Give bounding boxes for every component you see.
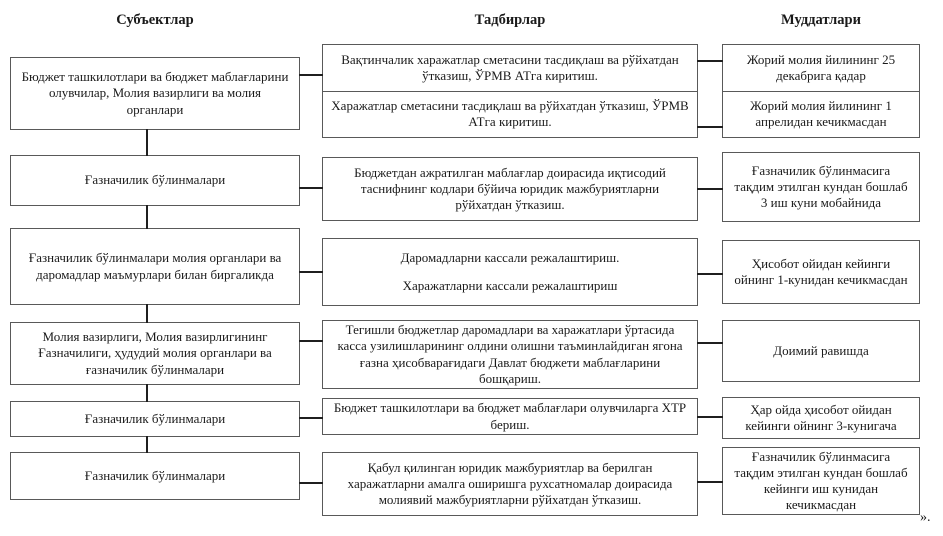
connector-activity-deadline-5 <box>697 416 723 418</box>
activity-cell-1a: Вақтинчалик харажатлар сметасини тасдиқлаш ва рўйхатдан ўтказиш, ЎРМВ АТга киритиш. <box>341 51 679 83</box>
activity-cell-1b: Харажатлар сметасини тасдиқлаш ва рўйхатдан ўтказиш, ЎРМВ АТга киритиш. <box>323 91 697 138</box>
activity-box-2: Бюджетдан ажратилган маблағлар доирасида иқтисодий таснифнинг кодлари бўйича юридик мажбуриятларни рўйхатдан ўтказиш. <box>322 157 698 221</box>
connector-subject-3-4 <box>146 304 148 323</box>
activity-box-3 <box>322 238 698 306</box>
connector-activity-deadline-3 <box>697 273 723 275</box>
connector-activity-deadline-6 <box>697 481 723 483</box>
connector-activity-deadline-2 <box>697 188 723 190</box>
activity-box-1 <box>322 44 698 138</box>
connector-subject-activity-6 <box>299 482 323 484</box>
closing-quote-mark: ». <box>920 510 931 525</box>
connector-subject-2-3 <box>146 205 148 229</box>
activity-para-3a: Даромадларни кассали режалаштириш. <box>400 250 620 266</box>
subject-box-5: Ғазначилик бўлинмалари <box>10 401 300 437</box>
column-header-deadlines: Муддатлари <box>781 12 861 28</box>
connector-activity-deadline-4 <box>697 342 723 344</box>
activity-box-6: Қабул қилинган юридик мажбуриятлар ва берилган харажатларни амалга оширишга рухсатномалар доирасида молиявий мажбуриятларни рўйхатдан ўтказиш. <box>322 452 698 516</box>
connector-activity-deadline-1b <box>697 126 723 128</box>
subject-box-4: Молия вазирлиги, Молия вазирлигининг Ғазначилиги, ҳудудий молия органлари ва ғазначилик бўлинмалари <box>10 322 300 385</box>
activity-box-4: Тегишли бюджетлар даромадлари ва харажатлари ўртасида касса узилишларининг олдини олишни таъминлайдиган ягона ғазна ҳисобварағидаги Давлат бюджети маблағларини бошқариш. <box>322 320 698 389</box>
connector-subject-activity-4 <box>299 340 323 342</box>
deadline-cell-1a: Жорий молия йилининг 25 декабрига қадар <box>746 51 896 83</box>
deadline-box-1 <box>722 44 920 138</box>
subject-box-6: Ғазначилик бўлинмалари <box>10 452 300 500</box>
deadline-cell-1b: Жорий молия йилининг 1 апрелидан кечикмасдан <box>723 91 919 138</box>
column-header-subjects: Субъектлар <box>116 12 194 28</box>
connector-subject-activity-3 <box>299 271 323 273</box>
deadline-box-6: Ғазначилик бўлинмасига тақдим этилган кундан бошлаб кейинги иш кунидан кечикмасдан <box>722 447 920 515</box>
subject-box-2: Ғазначилик бўлинмалари <box>10 155 300 206</box>
column-header-activities: Тадбирлар <box>474 12 546 28</box>
subject-box-1: Бюджет ташкилотлари ва бюджет маблағларини олувчилар, Молия вазирлиги ва молия органлари <box>10 57 300 130</box>
connector-subject-1-2 <box>146 129 148 156</box>
connector-activity-deadline-1a <box>697 60 723 62</box>
connector-subject-activity-5 <box>299 417 323 419</box>
deadline-box-2: Ғазначилик бўлинмасига тақдим этилган кундан бошлаб 3 иш куни мобайнида <box>722 152 920 222</box>
activity-para-3b: Харажатларни кассали режалаштириш <box>402 277 618 293</box>
connector-subject-activity-1 <box>299 74 323 76</box>
activity-box-5: Бюджет ташкилотлари ва бюджет маблағлари олувчиларга ХТР бериш. <box>322 398 698 435</box>
deadline-box-5: Ҳар ойда ҳисобот ойидан кейинги ойнинг 3-кунигача <box>722 397 920 439</box>
connector-subject-4-5 <box>146 384 148 402</box>
connector-subject-activity-2 <box>299 187 323 189</box>
deadline-box-4: Доимий равишда <box>722 320 920 382</box>
connector-subject-5-6 <box>146 436 148 453</box>
deadline-box-3: Ҳисобот ойидан кейинги ойнинг 1-кунидан кечикмасдан <box>722 240 920 304</box>
subject-box-3: Ғазначилик бўлинмалари молия органлари ва даромадлар маъмурлари билан биргаликда <box>10 228 300 305</box>
